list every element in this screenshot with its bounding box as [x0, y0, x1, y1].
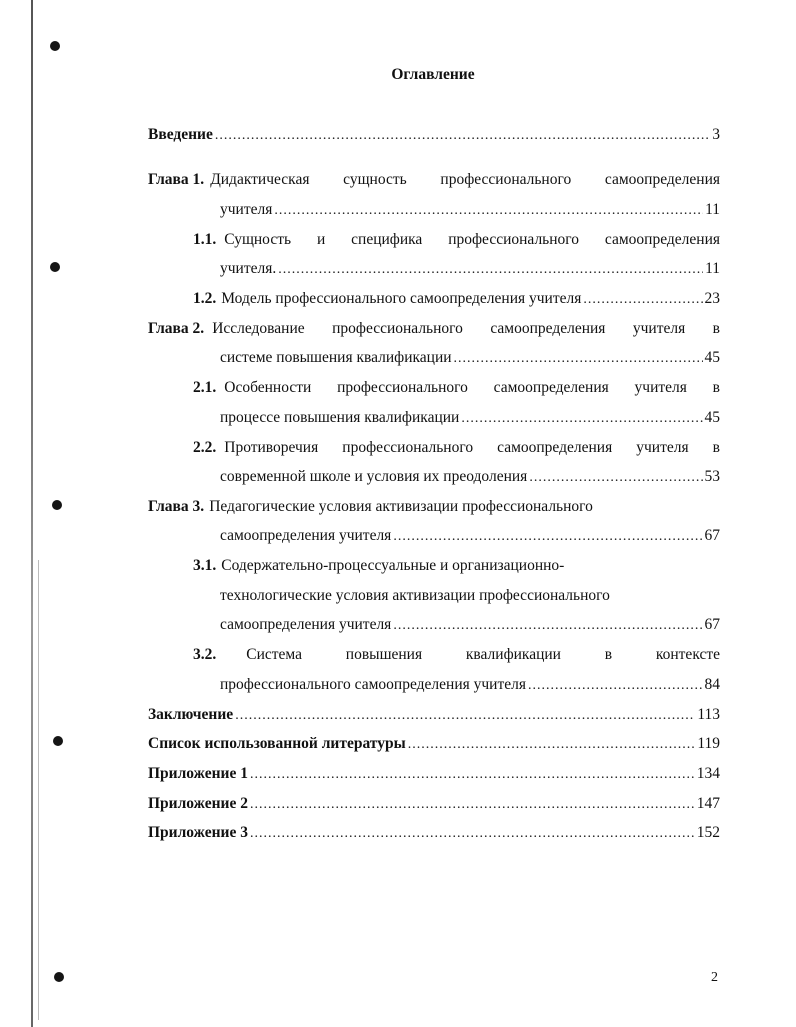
toc-page: 84 [704, 676, 720, 693]
toc-page: 45 [704, 349, 720, 366]
toc-label: Система повышения квалификации в контексте [246, 646, 720, 663]
toc-entry-s21[interactable] [193, 378, 720, 398]
toc-page: 11 [705, 201, 720, 218]
toc-entry-ch3-cont [220, 526, 720, 546]
leader-dots [583, 290, 702, 310]
punch-hole [53, 736, 63, 746]
leader-dots [278, 260, 703, 280]
leader-dots [408, 735, 696, 755]
toc-entry-ch2-cont [220, 348, 720, 368]
page-number: 2 [711, 970, 718, 985]
toc-entry-appendix-2[interactable] [148, 794, 720, 814]
toc-page: 152 [696, 824, 720, 841]
leader-dots [250, 824, 695, 844]
leader-dots [529, 468, 702, 488]
toc-label: профессионального самоопределения учителя [220, 676, 526, 693]
toc-entry-appendix-3[interactable] [148, 823, 720, 843]
toc-label: современной школе и условия их преодоления [220, 468, 528, 485]
toc-page: 3 [712, 126, 720, 143]
toc-number: 3.2. [193, 646, 217, 663]
toc-page: 113 [697, 706, 720, 723]
toc-entry-ch2[interactable] [148, 319, 720, 339]
toc-entry-conclusion[interactable] [148, 705, 720, 725]
binding-edge-line [38, 560, 39, 1020]
toc-label: Особенности профессионального самоопределения учителя в [224, 379, 720, 396]
toc-label: процессе повышения квалификации [220, 409, 460, 426]
toc-label: Дидактическая сущность профессионального самоопределения [210, 171, 720, 188]
toc-label: учителя. [220, 260, 277, 277]
leader-dots [461, 409, 702, 429]
leader-dots [528, 676, 703, 696]
toc-label: Список использованной литературы [148, 735, 406, 752]
leader-dots [274, 201, 703, 221]
toc-entry-s12[interactable] [193, 289, 720, 309]
toc-entry-ch1[interactable] [148, 170, 720, 190]
toc-label: системе повышения квалификации [220, 349, 452, 366]
binding-edge-line [31, 0, 33, 1027]
toc-entry-s31-cont2 [220, 615, 720, 635]
toc-label: Заключение [148, 706, 234, 723]
toc-page: 67 [704, 616, 720, 633]
toc-label: учителя [220, 201, 273, 218]
toc-entry-intro[interactable] [148, 125, 720, 145]
leader-dots [454, 349, 703, 369]
toc-number: 2.2. [193, 439, 217, 456]
punch-hole [50, 262, 60, 272]
leader-dots [235, 706, 695, 726]
toc-page: 147 [696, 795, 720, 812]
toc-entry-ch3[interactable] [148, 497, 720, 517]
toc-entry-s32-cont [220, 675, 720, 695]
toc-page: 11 [705, 260, 720, 277]
toc-entry-s21-cont [220, 408, 720, 428]
toc-label: Модель профессионального самоопределения учителя [221, 290, 582, 307]
toc-entry-references[interactable] [148, 734, 720, 754]
leader-dots [393, 616, 702, 636]
leader-dots [393, 527, 702, 547]
toc-label: самоопределения учителя [220, 527, 392, 544]
toc-entry-s22-cont [220, 467, 720, 487]
toc-number: Глава 1. [148, 171, 205, 188]
toc-label: Введение [148, 126, 213, 143]
toc-page: 53 [704, 468, 720, 485]
toc-entry-s11-cont [220, 259, 720, 279]
toc-number: 3.1. [193, 557, 217, 574]
toc-entry-s31[interactable] [193, 556, 720, 576]
punch-hole [52, 500, 62, 510]
toc-page: 45 [704, 409, 720, 426]
toc-label: Приложение 3 [148, 824, 248, 841]
toc-entry-s22[interactable] [193, 438, 720, 458]
page-title: Оглавление [391, 66, 475, 83]
toc-page: 119 [697, 735, 720, 752]
toc-entry-s32[interactable] [193, 645, 720, 665]
toc-entry-ch1-cont [220, 200, 720, 220]
toc-number: 1.1. [193, 231, 217, 248]
toc-number: 1.2. [193, 290, 217, 307]
punch-hole [50, 41, 60, 51]
toc-label: Приложение 1 [148, 765, 248, 782]
toc-label: Сущность и специфика профессионального самоопределения [224, 231, 720, 248]
toc-number: Глава 3. [148, 498, 205, 515]
leader-dots [250, 795, 695, 815]
toc-label: Приложение 2 [148, 795, 248, 812]
toc-label: самоопределения учителя [220, 616, 392, 633]
toc-label: Противоречия профессионального самоопределения учителя в [224, 439, 720, 456]
leader-dots [215, 126, 710, 146]
toc-label: Исследование профессионального самоопределения учителя в [212, 320, 720, 337]
toc-label: технологические условия активизации профессионального [220, 587, 610, 604]
toc-entry-s31-cont [220, 586, 720, 606]
toc-number: Глава 2. [148, 320, 205, 337]
toc-label: Содержательно-процессуальные и организационно- [221, 557, 565, 574]
toc-entry-s11[interactable] [193, 230, 720, 250]
toc-page: 23 [704, 290, 720, 307]
toc-page: 67 [704, 527, 720, 544]
toc-number: 2.1. [193, 379, 217, 396]
toc-entry-appendix-1[interactable] [148, 764, 720, 784]
toc-label: Педагогические условия активизации профессионального [209, 498, 593, 515]
punch-hole [54, 972, 64, 982]
toc-page: 134 [696, 765, 720, 782]
leader-dots [250, 765, 695, 785]
